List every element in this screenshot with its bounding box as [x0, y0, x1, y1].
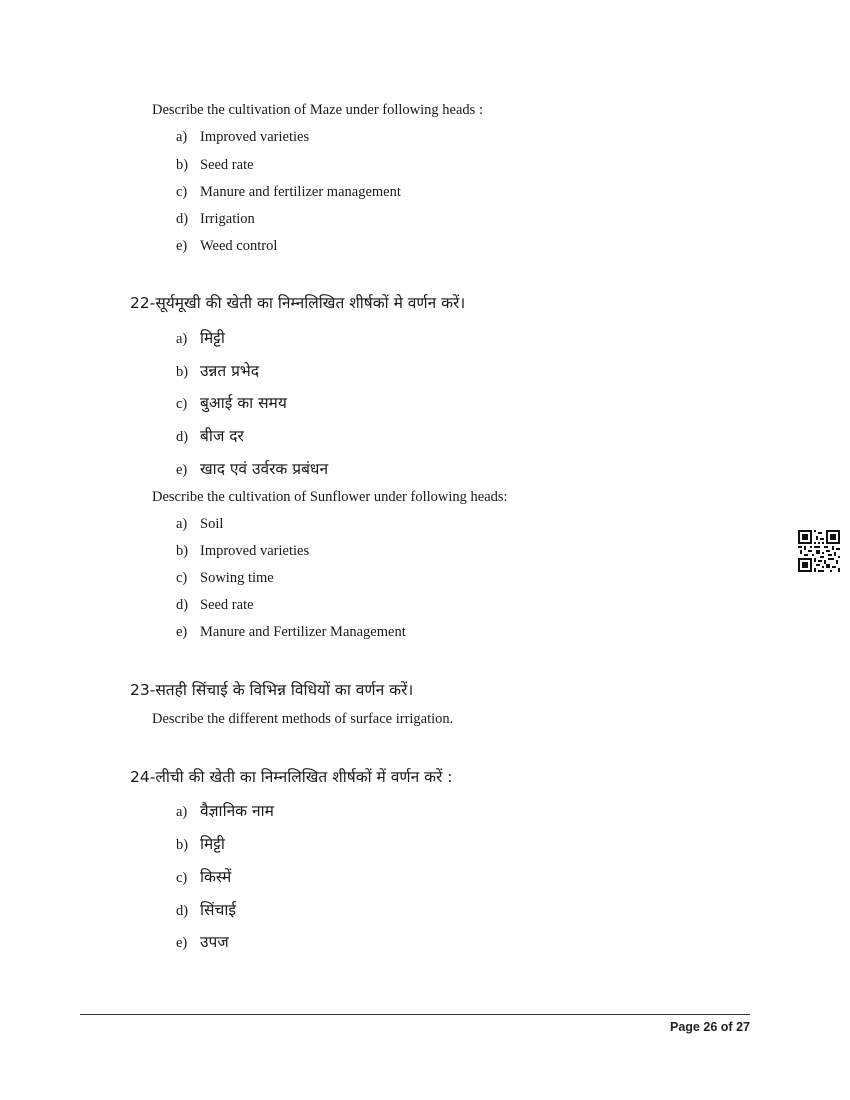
q21-item-a: a) Improved varieties: [176, 129, 310, 145]
q21-item-b: b) Seed rate: [176, 157, 254, 173]
q22-en-item-a: a) Soil: [176, 516, 224, 532]
q24-item-d: d) सिंचाई: [176, 901, 236, 919]
q22-en-item-b: b) Improved varieties: [176, 543, 310, 559]
q22-hi-item-c: c) बुआई का समय: [176, 394, 287, 412]
q22-intro-en: Describe the cultivation of Sunflower under following heads:: [152, 489, 508, 505]
q22-hi-item-d: d) बीज दर: [176, 427, 244, 445]
q22-hi-item-a: a) मिट्टी: [176, 329, 225, 347]
q22-en-item-c: c) Sowing time: [176, 570, 274, 586]
q23-english: Describe the different methods of surface irrigation.: [152, 711, 454, 727]
q24-item-c: c) किस्में: [176, 868, 232, 886]
q22-hi-item-e: e) खाद एवं उर्वरक प्रबंधन: [176, 460, 329, 478]
q22-hi-item-b: b) उन्नत प्रभेद: [176, 362, 260, 380]
qr-code-icon: [798, 530, 840, 572]
q21-item-c: c) Manure and fertilizer management: [176, 184, 401, 200]
footer-divider: [80, 1014, 750, 1015]
q24-heading: 24-लीची की खेती का निम्नलिखित शीर्षकों में वर्णन करें :: [130, 768, 453, 786]
q21-item-e: e) Weed control: [176, 238, 278, 254]
page-number: Page 26 of 27: [670, 1020, 750, 1034]
q22-heading: 22-सूर्यमूखी की खेती का निम्नलिखित शीर्षकों मे वर्णन करें।: [130, 294, 466, 312]
q24-item-e: e) उपज: [176, 933, 229, 951]
q22-en-item-e: e) Manure and Fertilizer Management: [176, 624, 406, 640]
q22-en-item-d: d) Seed rate: [176, 597, 254, 613]
q24-item-a: a) वैज्ञानिक नाम: [176, 802, 274, 820]
q23-heading: 23-सतही सिंचाई के विभिन्न विधियों का वर्णन करें।: [130, 681, 414, 699]
q21-intro: Describe the cultivation of Maze under following heads :: [152, 102, 483, 118]
q21-item-d: d) Irrigation: [176, 211, 255, 227]
q24-item-b: b) मिट्टी: [176, 835, 225, 853]
